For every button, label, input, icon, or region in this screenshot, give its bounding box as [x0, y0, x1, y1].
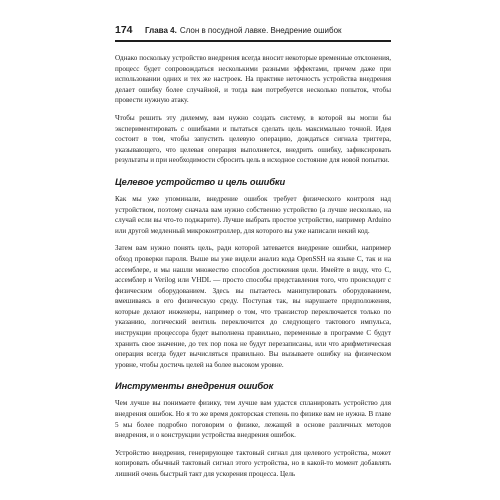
paragraph: Затем вам нужно понять цель, ради которой затевается внедрение ошибки, например обход проверки пароля. Выше вы уже видели анализ кода OpenSSH на языке C, так и на ассемблере, и мы нашли множество способов достижения цели. Имейте в виду, что C, ассемблер и Verilog или VHDL — просто способы представления того, что происходит с физическим оборудованием. Здесь вы пытаетесь манипулировать оборудованием, вмешиваясь в его физическую среду. Поступая так, вы нарушаете предположения, которые делают инженеры, например о том, что транзистор переключается только по указанию, логический вентиль переключится до следующего тактового импульса, инструкции процессора будет выполнена правильно, переменные в программе C будут хранить свое значение, до тех пор пока не будут перезаписаны, или что арифметическая операция всегда будет вычисляться правильно. Вы вызываете ошибку на физическом уровне, чтобы достичь целей на более высоком уровне. [115, 244, 391, 369]
section-heading: Инструменты внедрения ошибок [115, 381, 274, 392]
chapter-label: Глава 4. [145, 25, 177, 35]
paragraph: Однако поскольку устройство внедрения всегда вносит некоторые временные отклонения, процесс будет сопровождаться несколькими разными эффектами, причем даже при использовании одних и тех же настроек. На практике неточность устройства внедрения делает ошибку более случайной, и тогда вам потребуется несколько попыток, чтобы провести нужную атаку. [115, 54, 391, 105]
chapter-title: Слон в посудной лавке. Внедрение ошибок [179, 25, 342, 35]
paragraph: Чтобы решить эту дилемму, вам нужно создать систему, в которой вы могли бы экспериментировать с ошибками и пытаться сделать цель максимально точной. Идея состоит в том, чтобы запустить целевую операцию, дождаться сигнала триггера, указывающего, что целевая операция выполняется, внедрить ошибку, зафиксировать результаты и при необходимости сбросить цель в исходное состояние для новой попытки. [115, 113, 391, 165]
page-number: 174 [115, 24, 133, 36]
paragraph: Устройство внедрения, генерирующее тактовый сигнал для целевого устройства, может копировать обычный тактовый сигнал этого устройства, но в какой-то момент добавлять лишний очень быстрый такт для ускорения процесса. Цель [115, 448, 391, 478]
page-header [115, 22, 391, 42]
page-content [115, 53, 391, 480]
section-heading: Целевое устройство и цель ошибки [115, 176, 286, 187]
book-page [115, 22, 391, 487]
paragraph: Как мы уже упоминали, внедрение ошибок требует физического контроля над устройством, поэтому сначала вам нужно собственно устройство (а лучше несколько, на случай если вы что-то поджарите). Лучше выбрать простое устройство, например Arduino или другой медленный микроконтроллер, для которого вы уже написали некий код. [115, 194, 391, 235]
paragraph: Чем лучше вы понимаете физику, тем лучше вам удастся спланировать устройство для внедрения ошибок. Но я то же время докторская степень по физике вам не нужна. В главе 5 мы более подробно поговорим о физике, лежащей в основе различных методов внедрения, и о конструкции устройства внедрения ошибок. [115, 399, 391, 440]
